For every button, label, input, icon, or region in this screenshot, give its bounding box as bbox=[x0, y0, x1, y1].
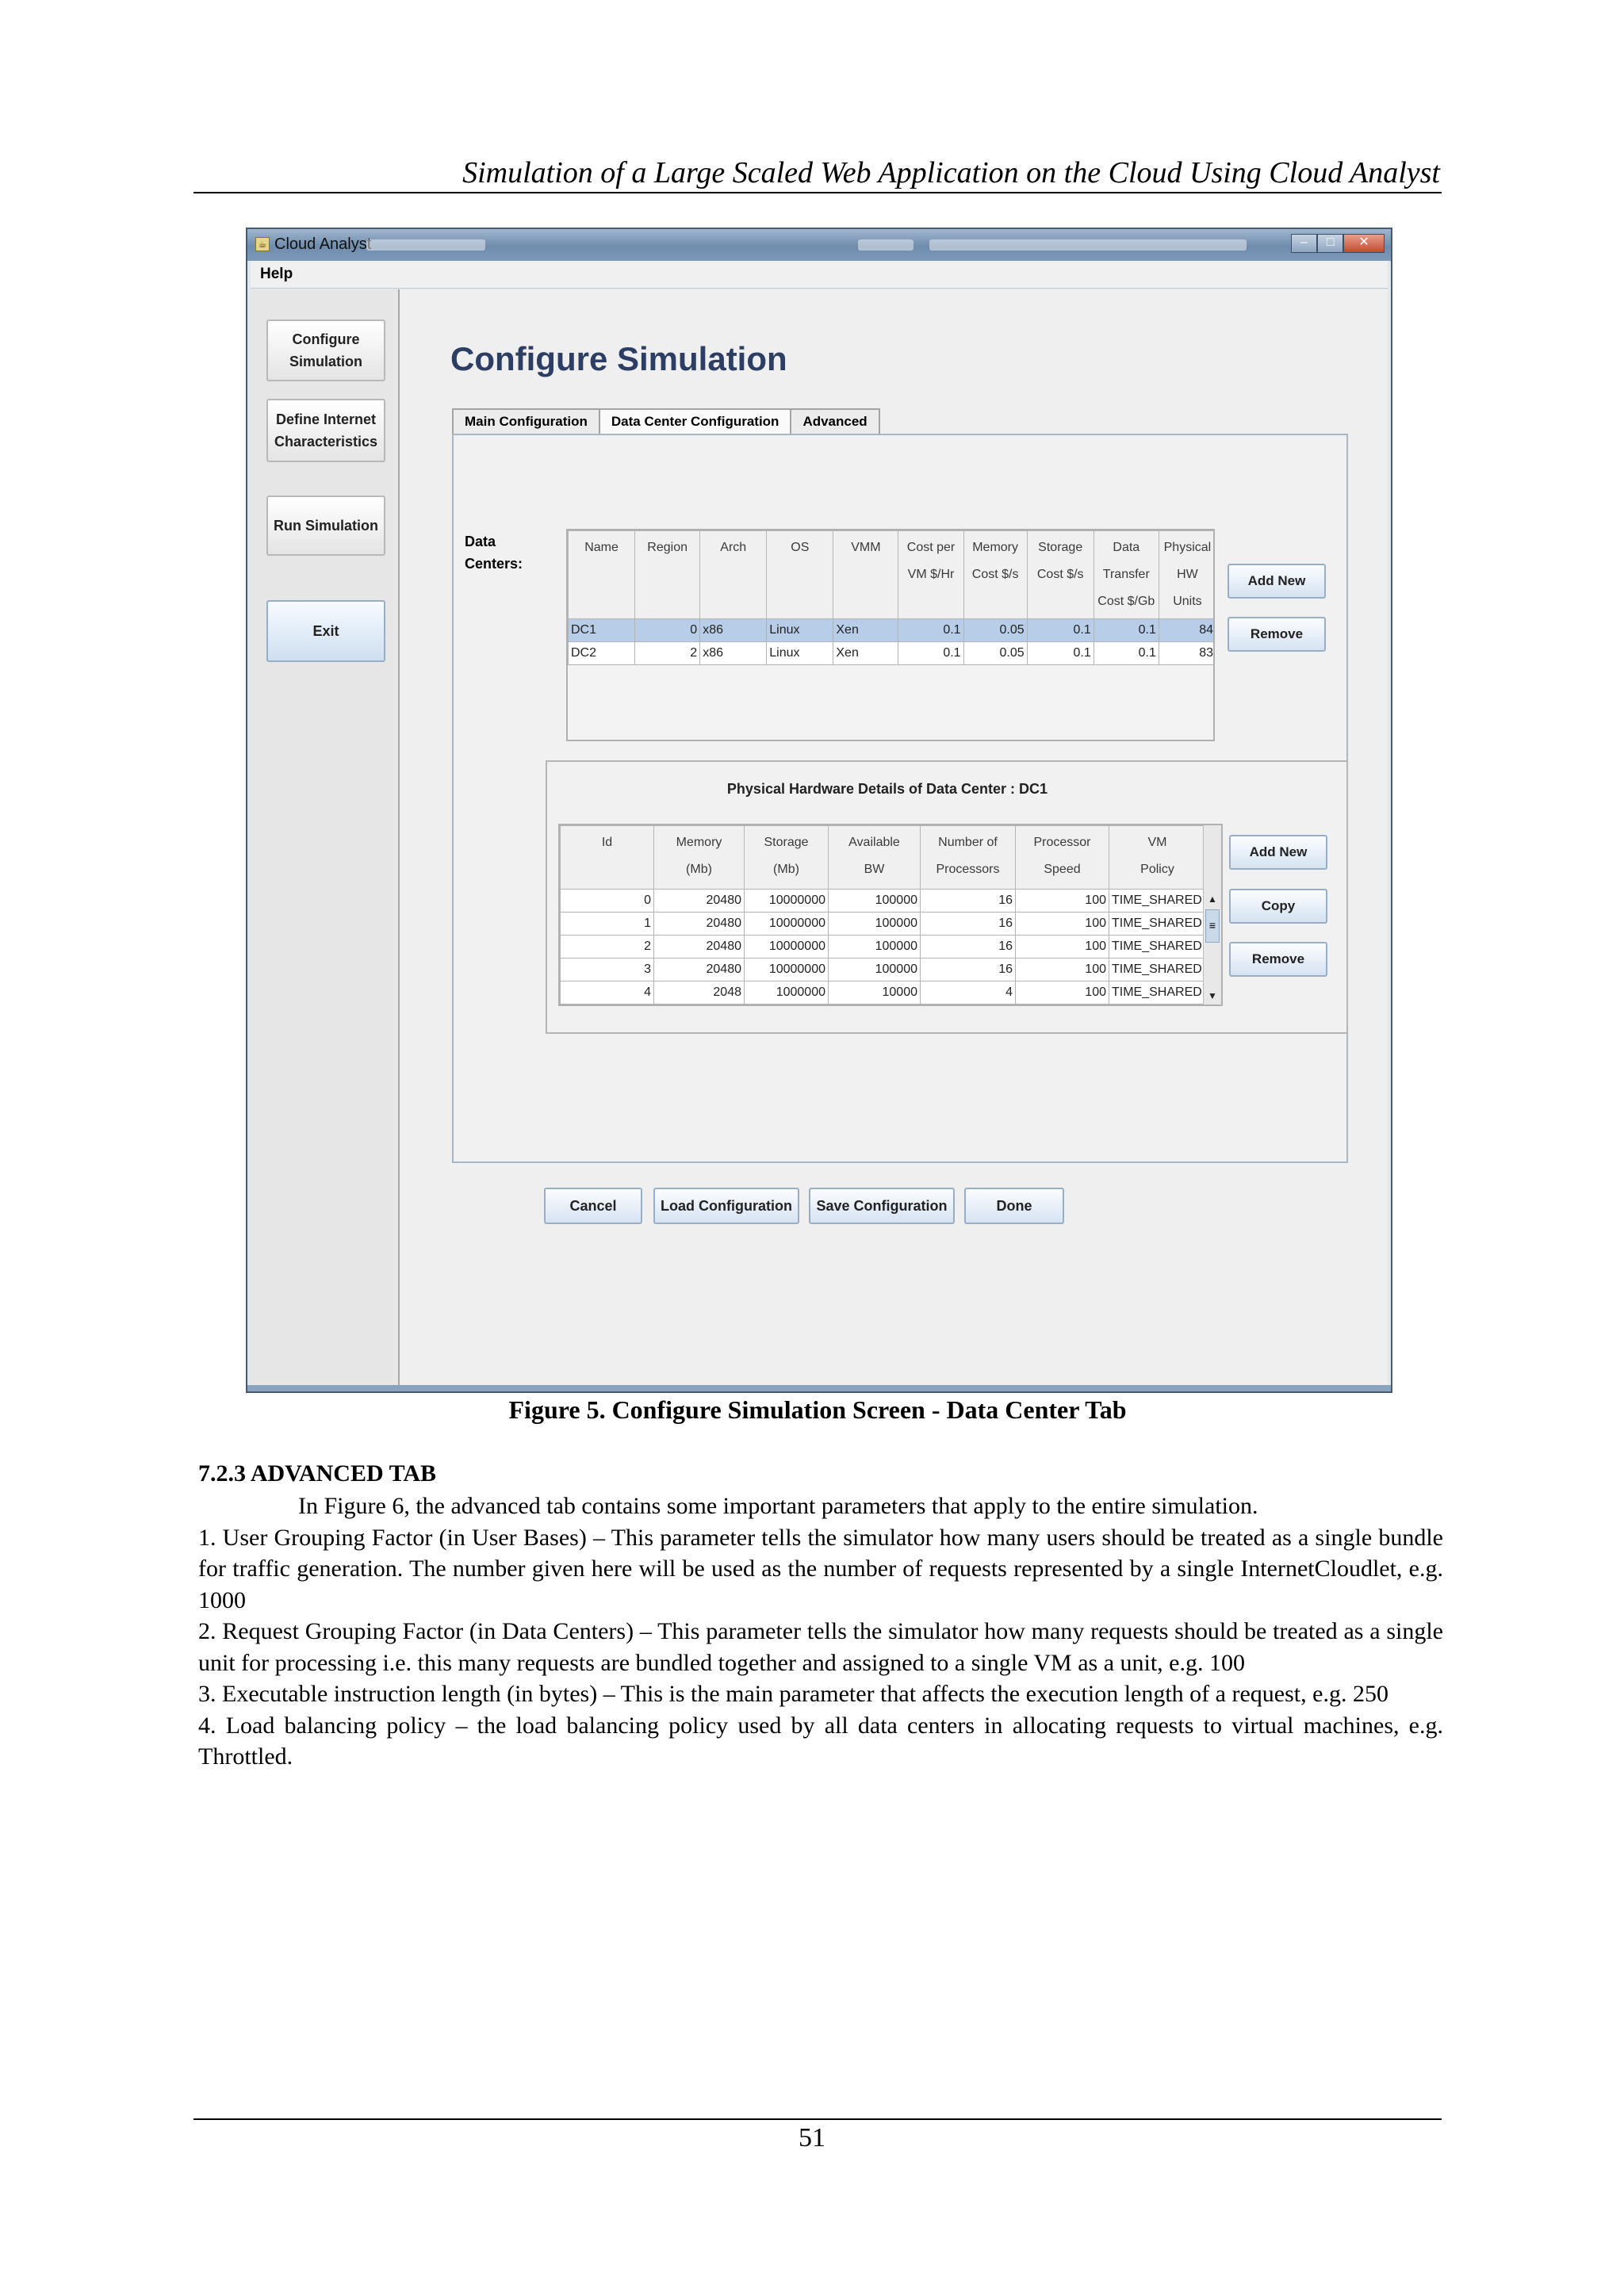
table-cell[interactable]: 100000 bbox=[829, 913, 921, 936]
table-cell[interactable]: 84 bbox=[1159, 619, 1215, 642]
dc-col-data-transfer-cost[interactable]: Data Transfer Cost $/Gb bbox=[1094, 531, 1159, 619]
hw-col-memory[interactable]: Memory (Mb) bbox=[654, 826, 745, 890]
menu-help[interactable]: Help bbox=[260, 266, 293, 282]
blurred-title-text bbox=[929, 239, 1247, 251]
physical-hardware-title: Physical Hardware Details of Data Center : DC1 bbox=[726, 781, 1048, 797]
table-cell[interactable]: 20480 bbox=[654, 913, 745, 936]
configure-simulation-button[interactable]: Configure Simulation bbox=[266, 320, 385, 381]
physical-hardware-panel bbox=[546, 760, 1348, 1034]
tab-strip bbox=[452, 408, 879, 434]
figure-caption: Figure 5. Configure Simulation Screen - Data Center Tab bbox=[508, 1395, 1127, 1424]
table-row[interactable] bbox=[561, 890, 1206, 913]
dc-col-cost-per-vm[interactable]: Cost per VM $/Hr bbox=[898, 531, 963, 619]
table-cell[interactable]: DC2 bbox=[569, 642, 635, 665]
data-centers-label: Data Centers: bbox=[465, 534, 523, 572]
cancel-button[interactable]: Cancel bbox=[544, 1188, 642, 1224]
window-bottom-edge bbox=[247, 1385, 1391, 1391]
data-centers-table-container bbox=[566, 529, 1215, 741]
table-cell[interactable]: DC1 bbox=[569, 619, 635, 642]
table-cell[interactable]: 0.1 bbox=[1094, 619, 1159, 642]
table-cell[interactable]: TIME_SHARED bbox=[1109, 959, 1206, 982]
dc-col-vmm[interactable]: VMM bbox=[833, 531, 898, 619]
table-cell[interactable]: Xen bbox=[833, 642, 898, 665]
table-cell[interactable]: 0 bbox=[635, 619, 700, 642]
table-cell[interactable]: 10000000 bbox=[745, 936, 829, 959]
dc-col-os[interactable]: OS bbox=[767, 531, 833, 619]
table-cell[interactable]: 10000000 bbox=[745, 913, 829, 936]
table-cell[interactable]: 10000000 bbox=[745, 959, 829, 982]
paragraph: 2. Request Grouping Factor (in Data Centers) – This parameter tells the simulator how many requests should be treated as a single unit for processing i.e. this many requests are bundled together and assigned to a single VM as a unit, e.g. 100 bbox=[198, 1618, 1443, 1676]
table-cell[interactable]: 100 bbox=[1016, 959, 1109, 982]
table-cell[interactable]: 0.05 bbox=[963, 619, 1027, 642]
hardware-table-container bbox=[558, 824, 1223, 1006]
tab-advanced[interactable]: Advanced bbox=[790, 408, 879, 434]
dc-add-new-button[interactable]: Add New bbox=[1228, 564, 1326, 599]
table-cell[interactable]: 4 bbox=[561, 982, 654, 1004]
table-cell[interactable]: 20480 bbox=[654, 890, 745, 913]
define-internet-characteristics-button[interactable]: Define Internet Characteristics bbox=[266, 399, 385, 462]
table-row[interactable] bbox=[569, 642, 1216, 665]
table-cell[interactable]: 100 bbox=[1016, 982, 1109, 1004]
hw-copy-button[interactable]: Copy bbox=[1229, 889, 1327, 924]
table-cell[interactable]: 16 bbox=[921, 936, 1016, 959]
hw-add-new-button[interactable]: Add New bbox=[1229, 835, 1327, 870]
table-cell[interactable]: Xen bbox=[833, 619, 898, 642]
table-cell[interactable]: 0.1 bbox=[898, 642, 963, 665]
body-text bbox=[198, 1490, 1443, 1773]
blurred-taskbar bbox=[366, 239, 485, 251]
footer-rule bbox=[193, 2118, 1442, 2120]
tab-data-center-configuration[interactable]: Data Center Configuration bbox=[599, 408, 792, 434]
done-button[interactable]: Done bbox=[964, 1188, 1064, 1224]
table-cell[interactable]: 3 bbox=[561, 959, 654, 982]
hw-remove-button[interactable]: Remove bbox=[1229, 942, 1327, 977]
blurred-title-text bbox=[858, 239, 914, 251]
dc-col-storage-cost[interactable]: Storage Cost $/s bbox=[1027, 531, 1094, 619]
paragraph: 4. Load balancing policy – the load balancing policy used by all data centers in allocating requests to virtual machines, e.g. Throttled. bbox=[198, 1712, 1443, 1770]
table-cell[interactable]: Linux bbox=[767, 642, 833, 665]
table-cell[interactable]: Linux bbox=[767, 619, 833, 642]
hardware-table bbox=[560, 825, 1206, 1004]
table-cell[interactable]: x86 bbox=[700, 619, 767, 642]
table-cell[interactable]: 4 bbox=[921, 982, 1016, 1004]
table-cell[interactable]: 10000 bbox=[829, 982, 921, 1004]
table-cell[interactable]: 2 bbox=[561, 936, 654, 959]
table-cell[interactable]: 16 bbox=[921, 959, 1016, 982]
dc-col-physical-hw-units[interactable]: Physical HW Units bbox=[1159, 531, 1215, 619]
load-configuration-button[interactable]: Load Configuration bbox=[653, 1188, 799, 1224]
table-cell[interactable]: 100000 bbox=[829, 936, 921, 959]
scroll-thumb[interactable]: ≡ bbox=[1205, 909, 1220, 943]
table-cell[interactable]: 100 bbox=[1016, 890, 1109, 913]
table-cell[interactable]: 100000 bbox=[829, 959, 921, 982]
table-cell[interactable]: x86 bbox=[700, 642, 767, 665]
paragraph: In Figure 6, the advanced tab contains some important parameters that apply to the entire simulation. bbox=[298, 1493, 1258, 1519]
hw-col-processor-speed[interactable]: Processor Speed bbox=[1016, 826, 1109, 890]
table-cell[interactable]: 20480 bbox=[654, 936, 745, 959]
sidebar bbox=[251, 289, 400, 1388]
table-row[interactable] bbox=[561, 913, 1206, 936]
hw-col-number-of-processors[interactable]: Number of Processors bbox=[921, 826, 1016, 890]
scroll-up-icon[interactable]: ▲ bbox=[1208, 894, 1217, 905]
menu-bar bbox=[251, 261, 1388, 289]
table-cell[interactable]: TIME_SHARED bbox=[1109, 936, 1206, 959]
dc-col-region[interactable]: Region bbox=[635, 531, 700, 619]
table-cell[interactable]: 0.1 bbox=[1027, 642, 1094, 665]
maximize-icon[interactable]: □ bbox=[1317, 234, 1343, 253]
hw-col-vm-policy[interactable]: VM Policy bbox=[1109, 826, 1206, 890]
table-cell[interactable]: TIME_SHARED bbox=[1109, 890, 1206, 913]
data-center-tab-panel bbox=[452, 434, 1348, 1163]
table-cell[interactable]: 20480 bbox=[654, 959, 745, 982]
table-row[interactable] bbox=[561, 959, 1206, 982]
table-cell[interactable]: 0.1 bbox=[1027, 619, 1094, 642]
dc-remove-button[interactable]: Remove bbox=[1228, 617, 1326, 652]
title-bar bbox=[247, 229, 1391, 261]
table-cell[interactable]: 16 bbox=[921, 913, 1016, 936]
window-title: Cloud Analyst bbox=[274, 235, 372, 253]
table-cell[interactable]: 0.05 bbox=[963, 642, 1027, 665]
hw-col-id[interactable]: Id bbox=[561, 826, 654, 890]
java-app-icon: ☕ bbox=[255, 237, 270, 251]
table-cell[interactable]: 100 bbox=[1016, 913, 1109, 936]
table-cell[interactable]: TIME_SHARED bbox=[1109, 982, 1206, 1004]
table-cell[interactable]: 1000000 bbox=[745, 982, 829, 1004]
table-cell[interactable]: 0.1 bbox=[898, 619, 963, 642]
table-cell[interactable]: 2 bbox=[635, 642, 700, 665]
exit-button[interactable]: Exit bbox=[266, 600, 385, 662]
scroll-down-icon[interactable]: ▼ bbox=[1208, 990, 1217, 1001]
table-row[interactable] bbox=[561, 982, 1206, 1004]
close-icon[interactable]: ✕ bbox=[1343, 234, 1385, 253]
table-cell[interactable]: 10000000 bbox=[745, 890, 829, 913]
table-cell[interactable]: 100 bbox=[1016, 936, 1109, 959]
data-centers-table bbox=[568, 530, 1215, 665]
table-cell[interactable]: 0 bbox=[561, 890, 654, 913]
table-row[interactable] bbox=[569, 619, 1216, 642]
main-panel bbox=[400, 289, 1388, 1388]
table-cell[interactable]: 1 bbox=[561, 913, 654, 936]
window-controls bbox=[1291, 234, 1385, 253]
hw-col-storage[interactable]: Storage (Mb) bbox=[745, 826, 829, 890]
run-simulation-button[interactable]: Run Simulation bbox=[266, 496, 385, 556]
table-cell[interactable]: 0.1 bbox=[1094, 642, 1159, 665]
tab-main-configuration[interactable]: Main Configuration bbox=[452, 408, 600, 434]
dc-col-name[interactable]: Name bbox=[569, 531, 635, 619]
table-cell[interactable]: TIME_SHARED bbox=[1109, 913, 1206, 936]
section-heading: 7.2.3 ADVANCED TAB bbox=[198, 1460, 437, 1487]
page-title: Configure Simulation bbox=[450, 340, 787, 377]
cloud-analyst-window bbox=[246, 228, 1392, 1393]
hardware-table-scrollbar[interactable] bbox=[1203, 825, 1221, 1004]
header-rule bbox=[193, 192, 1442, 193]
paragraph: 1. User Grouping Factor (in User Bases) – This parameter tells the simulator how many users should be treated as a single bundle for traffic generation. The number given here will be used as the number of requests represented by a single InternetCloudlet, e.g. 1000 bbox=[198, 1524, 1443, 1613]
paragraph: 3. Executable instruction length (in bytes) – This is the main parameter that affects the execution length of a request, e.g. 250 bbox=[198, 1681, 1388, 1707]
table-row[interactable] bbox=[561, 936, 1206, 959]
save-configuration-button[interactable]: Save Configuration bbox=[809, 1188, 955, 1224]
dc-col-arch[interactable]: Arch bbox=[700, 531, 767, 619]
table-cell[interactable]: 2048 bbox=[654, 982, 745, 1004]
hw-header-row bbox=[561, 826, 1206, 890]
dc-header-row bbox=[569, 531, 1216, 619]
table-cell[interactable]: 16 bbox=[921, 890, 1016, 913]
table-cell[interactable]: 100000 bbox=[829, 890, 921, 913]
hw-col-available-bw[interactable]: Available BW bbox=[829, 826, 921, 890]
dc-col-memory-cost[interactable]: Memory Cost $/s bbox=[963, 531, 1027, 619]
table-cell[interactable]: 83 bbox=[1159, 642, 1215, 665]
running-header: Simulation of a Large Scaled Web Application on the Cloud Using Cloud Analyst bbox=[462, 156, 1440, 189]
minimize-icon[interactable]: – bbox=[1291, 234, 1317, 253]
page-number: 51 bbox=[799, 2123, 825, 2152]
